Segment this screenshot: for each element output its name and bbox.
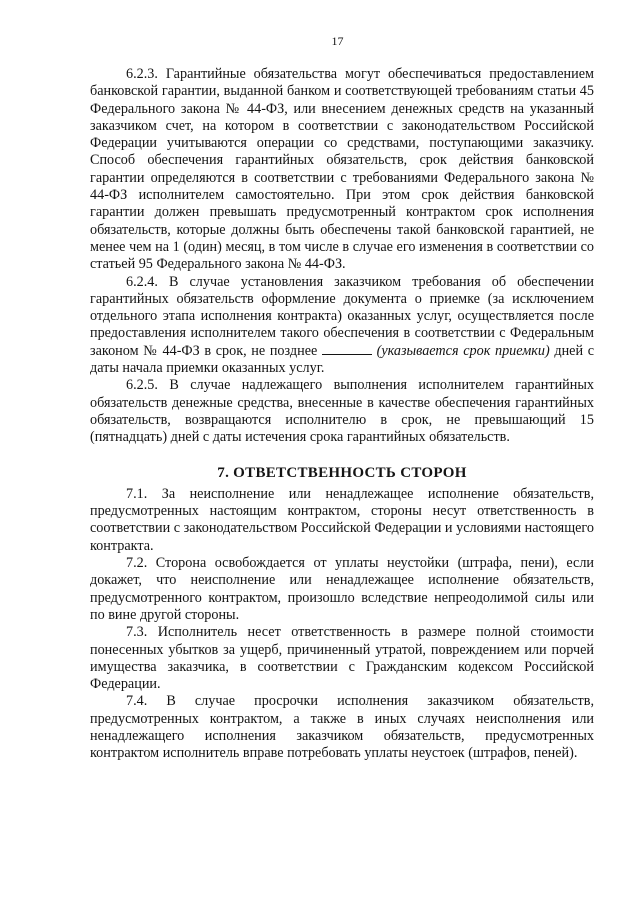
clause-7-3: 7.3. Исполнитель несет ответственность в размере полной стоимости понесенных убытков за ущерб, причиненный утратой, повреждением или порчей имущества заказчика, в соответствии с Гражданским кодексом Российской Федерации. bbox=[90, 624, 594, 693]
document-body bbox=[90, 66, 594, 763]
clause-6-2-4-italic-note: (указывается срок приемки) bbox=[376, 342, 550, 359]
page-number: 17 bbox=[331, 34, 344, 48]
clause-6-2-4 bbox=[90, 274, 594, 378]
clause-6-2-3: 6.2.3. Гарантийные обязательства могут обеспечиваться предоставлением банковской гарантии, выданной банком и соответствующей требованиям статьи 45 Федерального закона № 44-ФЗ, или внесением денежных средств на указанный заказчиком счет, на котором в соответствии с законодательством Российской Федерации учитываются операции со средствами, поступающими заказчику. Способ обеспечения гарантийных обязательств, срок действия банковской гарантии определяются в соответствии с требованиями Федерального закона № 44-ФЗ исполнителем самостоятельно. При этом срок действия банковской гарантии должен превышать предусмотренный контрактом срок исполнения обязательств, которые должны быть обеспечены такой банковской гарантией, не менее чем на 1 (один) месяц, в том числе в случае его изменения в соответствии со статьей 95 Федерального закона № 44-ФЗ. bbox=[90, 66, 594, 273]
clause-6-2-5: 6.2.5. В случае надлежащего выполнения исполнителем гарантийных обязательств денежные средства, внесенные в качестве обеспечения гарантийных обязательств, возвращаются исполнителю в срок, не превышающий 15 (пятнадцать) дней с даты истечения срока гарантийных обязательств. bbox=[90, 377, 594, 446]
section-7-title: 7. ОТВЕТСТВЕННОСТЬ СТОРОН bbox=[217, 464, 467, 481]
clause-7-2: 7.2. Сторона освобождается от уплаты неустойки (штрафа, пени), если докажет, что неисполнение или ненадлежащее исполнение обязательств, предусмотренного контрактом, произошло вследствие непреодолимой силы или по вине другой стороны. bbox=[90, 555, 594, 623]
clause-6-2-4-text-end: дней с даты начала приемки оказанных услуг. bbox=[90, 342, 595, 377]
clause-7-4: 7.4. В случае просрочки исполнения заказчиком обязательств, предусмотренных контрактом, а также в иных случаях неисполнения или ненадлежащего исполнения заказчиком обязательств, предусмотренных контрактом исполнитель вправе потребовать уплаты неустоек (штрафов, пеней). bbox=[90, 693, 594, 762]
clause-6-2-4-text-start: 6.2.4. В случае установления заказчиком требования об обеспечении гарантийных обязательств оформление документа о приемке (за исключением отдельного этапа исполнения контракта) оказанных услуг, осуществляется после предоставления исполнителем такого обеспечения в соответствии с Федеральным законом № 44-ФЗ в срок, не позднее bbox=[90, 273, 594, 359]
clause-7-1: 7.1. За неисполнение или ненадлежащее исполнение обязательств, предусмотренных настоящим контрактом, стороны несут ответственность в соответствии с законодательством Российской Федерации и условиями настоящего контракта. bbox=[90, 485, 594, 554]
blank-line bbox=[322, 343, 372, 355]
